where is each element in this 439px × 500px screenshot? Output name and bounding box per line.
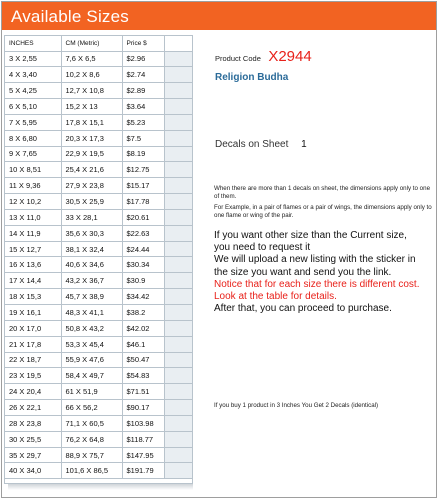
table-row — [5, 447, 192, 463]
info-line-1: If you want other size than the Current size, — [214, 230, 407, 241]
product-code-label: Product Code — [215, 54, 261, 63]
cell-empty — [164, 162, 192, 178]
cell-price: $24.44 — [122, 241, 164, 257]
cell-inches: 5 X 4,25 — [5, 83, 61, 99]
table-row — [5, 67, 192, 83]
product-code-value: X2944 — [268, 48, 312, 65]
cell-price: $34.42 — [122, 289, 164, 305]
cell-inches: 19 X 16,1 — [5, 305, 61, 321]
cell-price: $90.17 — [122, 400, 164, 416]
cell-empty — [164, 67, 192, 83]
table-row — [5, 463, 192, 479]
cell-inches: 24 X 20,4 — [5, 384, 61, 400]
cell-inches: 30 X 25,5 — [5, 431, 61, 447]
column-header-cm: CM (Metric) — [61, 36, 122, 51]
info-line-4: the size you want and send you the link. — [214, 266, 392, 278]
table-header-row — [5, 36, 192, 51]
cell-empty — [164, 463, 192, 479]
size-table-panel — [4, 35, 193, 484]
cell-cm: 101,6 X 86,5 — [61, 463, 122, 479]
cell-empty — [164, 400, 192, 416]
cell-inches: 35 X 29,7 — [5, 447, 61, 463]
cell-inches: 10 X 8,51 — [5, 162, 61, 178]
cell-price: $15.17 — [122, 178, 164, 194]
cell-inches: 6 X 5,10 — [5, 99, 61, 115]
cell-inches: 15 X 12,7 — [5, 241, 61, 257]
dimension-note-1: When there are more than 1 decals on sheet, the dimensions apply only to one of them. — [214, 185, 431, 200]
cell-price: $30.9 — [122, 273, 164, 289]
table-row — [5, 431, 192, 447]
cell-cm: 43,2 X 36,7 — [61, 273, 122, 289]
table-row — [5, 194, 192, 210]
cell-empty — [164, 51, 192, 67]
cell-price: $3.64 — [122, 99, 164, 115]
table-row — [5, 225, 192, 241]
cell-price: $12.75 — [122, 162, 164, 178]
table-row — [5, 162, 192, 178]
cell-cm: 76,2 X 64,8 — [61, 431, 122, 447]
cell-empty — [164, 336, 192, 352]
dimension-note — [214, 185, 434, 220]
cell-cm: 66 X 56,2 — [61, 400, 122, 416]
cell-cm: 38,1 X 32,4 — [61, 241, 122, 257]
info-panel — [199, 35, 436, 484]
column-header-price: Price $ — [122, 36, 164, 51]
cell-price: $2.96 — [122, 51, 164, 67]
table-row — [5, 178, 192, 194]
cell-cm: 58,4 X 49,7 — [61, 368, 122, 384]
cell-price: $54.83 — [122, 368, 164, 384]
cell-price: $22.63 — [122, 225, 164, 241]
cell-cm: 30,5 X 25,9 — [61, 194, 122, 210]
cell-price: $46.1 — [122, 336, 164, 352]
cell-empty — [164, 305, 192, 321]
cell-price: $42.02 — [122, 320, 164, 336]
cell-empty — [164, 114, 192, 130]
cell-inches: 28 X 23,8 — [5, 415, 61, 431]
cell-inches: 3 X 2,55 — [5, 51, 61, 67]
cell-empty — [164, 431, 192, 447]
dimension-note-2: For Example, in a pair of flames or a pair of wings, the dimensions apply only to one flame or wing of the pair. — [214, 204, 432, 219]
page-title: Available Sizes — [11, 7, 129, 26]
cell-price: $103.98 — [122, 415, 164, 431]
cell-price: $71.51 — [122, 384, 164, 400]
cell-cm: 27,9 X 23,8 — [61, 178, 122, 194]
cell-price: $5.23 — [122, 114, 164, 130]
cell-empty — [164, 273, 192, 289]
cell-cm: 20,3 X 17,3 — [61, 130, 122, 146]
table-row — [5, 51, 192, 67]
table-row — [5, 336, 192, 352]
cell-price: $191.79 — [122, 463, 164, 479]
cell-empty — [164, 415, 192, 431]
table-row — [5, 99, 192, 115]
product-name: Religion Budha — [215, 72, 289, 83]
cell-cm: 71,1 X 60,5 — [61, 415, 122, 431]
table-row — [5, 415, 192, 431]
cell-cm: 55,9 X 47,6 — [61, 352, 122, 368]
table-row — [5, 146, 192, 162]
table-row — [5, 209, 192, 225]
cell-empty — [164, 83, 192, 99]
cell-cm: 61 X 51,9 — [61, 384, 122, 400]
cell-inches: 9 X 7,65 — [5, 146, 61, 162]
cell-inches: 17 X 14,4 — [5, 273, 61, 289]
cell-cm: 50,8 X 43,2 — [61, 320, 122, 336]
cell-price: $2.89 — [122, 83, 164, 99]
custom-size-info — [214, 230, 436, 315]
cell-price: $38.2 — [122, 305, 164, 321]
column-header-empty — [164, 36, 192, 51]
info-line-3: We will upload a new listing with the sticker in — [214, 254, 416, 266]
decals-on-sheet — [215, 139, 307, 150]
cell-price: $30.34 — [122, 257, 164, 273]
table-row — [5, 257, 192, 273]
cell-empty — [164, 368, 192, 384]
table-body — [5, 51, 192, 479]
table-row — [5, 83, 192, 99]
cell-empty — [164, 289, 192, 305]
cell-inches: 7 X 5,95 — [5, 114, 61, 130]
size-table — [5, 36, 192, 479]
cell-empty — [164, 225, 192, 241]
cell-inches: 8 X 6,80 — [5, 130, 61, 146]
cell-cm: 88,9 X 75,7 — [61, 447, 122, 463]
cell-empty — [164, 257, 192, 273]
cell-cm: 48,3 X 41,1 — [61, 305, 122, 321]
cell-empty — [164, 178, 192, 194]
cell-empty — [164, 320, 192, 336]
cell-inches: 40 X 34,0 — [5, 463, 61, 479]
cell-cm: 40,6 X 34,6 — [61, 257, 122, 273]
cell-inches: 18 X 15,3 — [5, 289, 61, 305]
cell-cm: 33 X 28,1 — [61, 209, 122, 225]
cell-price: $118.77 — [122, 431, 164, 447]
table-shadow — [8, 484, 193, 490]
cell-empty — [164, 384, 192, 400]
cell-inches: 14 X 11,9 — [5, 225, 61, 241]
cost-notice-2: Look at the table for details. — [214, 291, 337, 303]
cell-cm: 35,6 X 30,3 — [61, 225, 122, 241]
info-line-5: After that, you can proceed to purchase. — [214, 303, 392, 315]
cell-empty — [164, 194, 192, 210]
cell-inches: 11 X 9,36 — [5, 178, 61, 194]
cell-empty — [164, 209, 192, 225]
cell-empty — [164, 99, 192, 115]
cell-empty — [164, 447, 192, 463]
product-code — [215, 48, 312, 66]
table-row — [5, 368, 192, 384]
cell-price: $147.95 — [122, 447, 164, 463]
cell-price: $20.61 — [122, 209, 164, 225]
cell-inches: 4 X 3,40 — [5, 67, 61, 83]
cell-inches: 13 X 11,0 — [5, 209, 61, 225]
cell-cm: 17,8 X 15,1 — [61, 114, 122, 130]
cell-empty — [164, 146, 192, 162]
cell-cm: 12,7 X 10,8 — [61, 83, 122, 99]
table-row — [5, 320, 192, 336]
cost-notice-1: Notice that for each size there is different cost. — [214, 278, 420, 290]
column-header-inches: INCHES — [5, 36, 61, 51]
table-row — [5, 114, 192, 130]
cell-inches: 20 X 17,0 — [5, 320, 61, 336]
decals-label: Decals on Sheet — [215, 139, 289, 150]
cell-cm: 7,6 X 6,5 — [61, 51, 122, 67]
decals-count: 1 — [301, 139, 307, 150]
table-row — [5, 273, 192, 289]
cell-price: $7.5 — [122, 130, 164, 146]
cell-cm: 53,3 X 45,4 — [61, 336, 122, 352]
cell-empty — [164, 352, 192, 368]
cell-price: $2.74 — [122, 67, 164, 83]
cell-empty — [164, 130, 192, 146]
cell-inches: 12 X 10,2 — [5, 194, 61, 210]
bonus-note: If you buy 1 product in 3 Inches You Get 2 Decals (identical) — [214, 402, 379, 409]
table-row — [5, 289, 192, 305]
info-line-2: you need to request it — [214, 242, 311, 254]
cell-empty — [164, 241, 192, 257]
table-row — [5, 384, 192, 400]
cell-cm: 10,2 X 8,6 — [61, 67, 122, 83]
cell-cm: 45,7 X 38,9 — [61, 289, 122, 305]
cell-inches: 26 X 22,1 — [5, 400, 61, 416]
table-row — [5, 352, 192, 368]
cell-price: $50.47 — [122, 352, 164, 368]
cell-inches: 16 X 13,6 — [5, 257, 61, 273]
cell-cm: 15,2 X 13 — [61, 99, 122, 115]
header-bar — [2, 2, 436, 30]
cell-cm: 25,4 X 21,6 — [61, 162, 122, 178]
cell-cm: 22,9 X 19,5 — [61, 146, 122, 162]
table-row — [5, 400, 192, 416]
table-row — [5, 130, 192, 146]
cell-price: $8.19 — [122, 146, 164, 162]
cell-price: $17.78 — [122, 194, 164, 210]
table-row — [5, 305, 192, 321]
cell-inches: 22 X 18,7 — [5, 352, 61, 368]
cell-inches: 23 X 19,5 — [5, 368, 61, 384]
table-row — [5, 241, 192, 257]
cell-inches: 21 X 17,8 — [5, 336, 61, 352]
